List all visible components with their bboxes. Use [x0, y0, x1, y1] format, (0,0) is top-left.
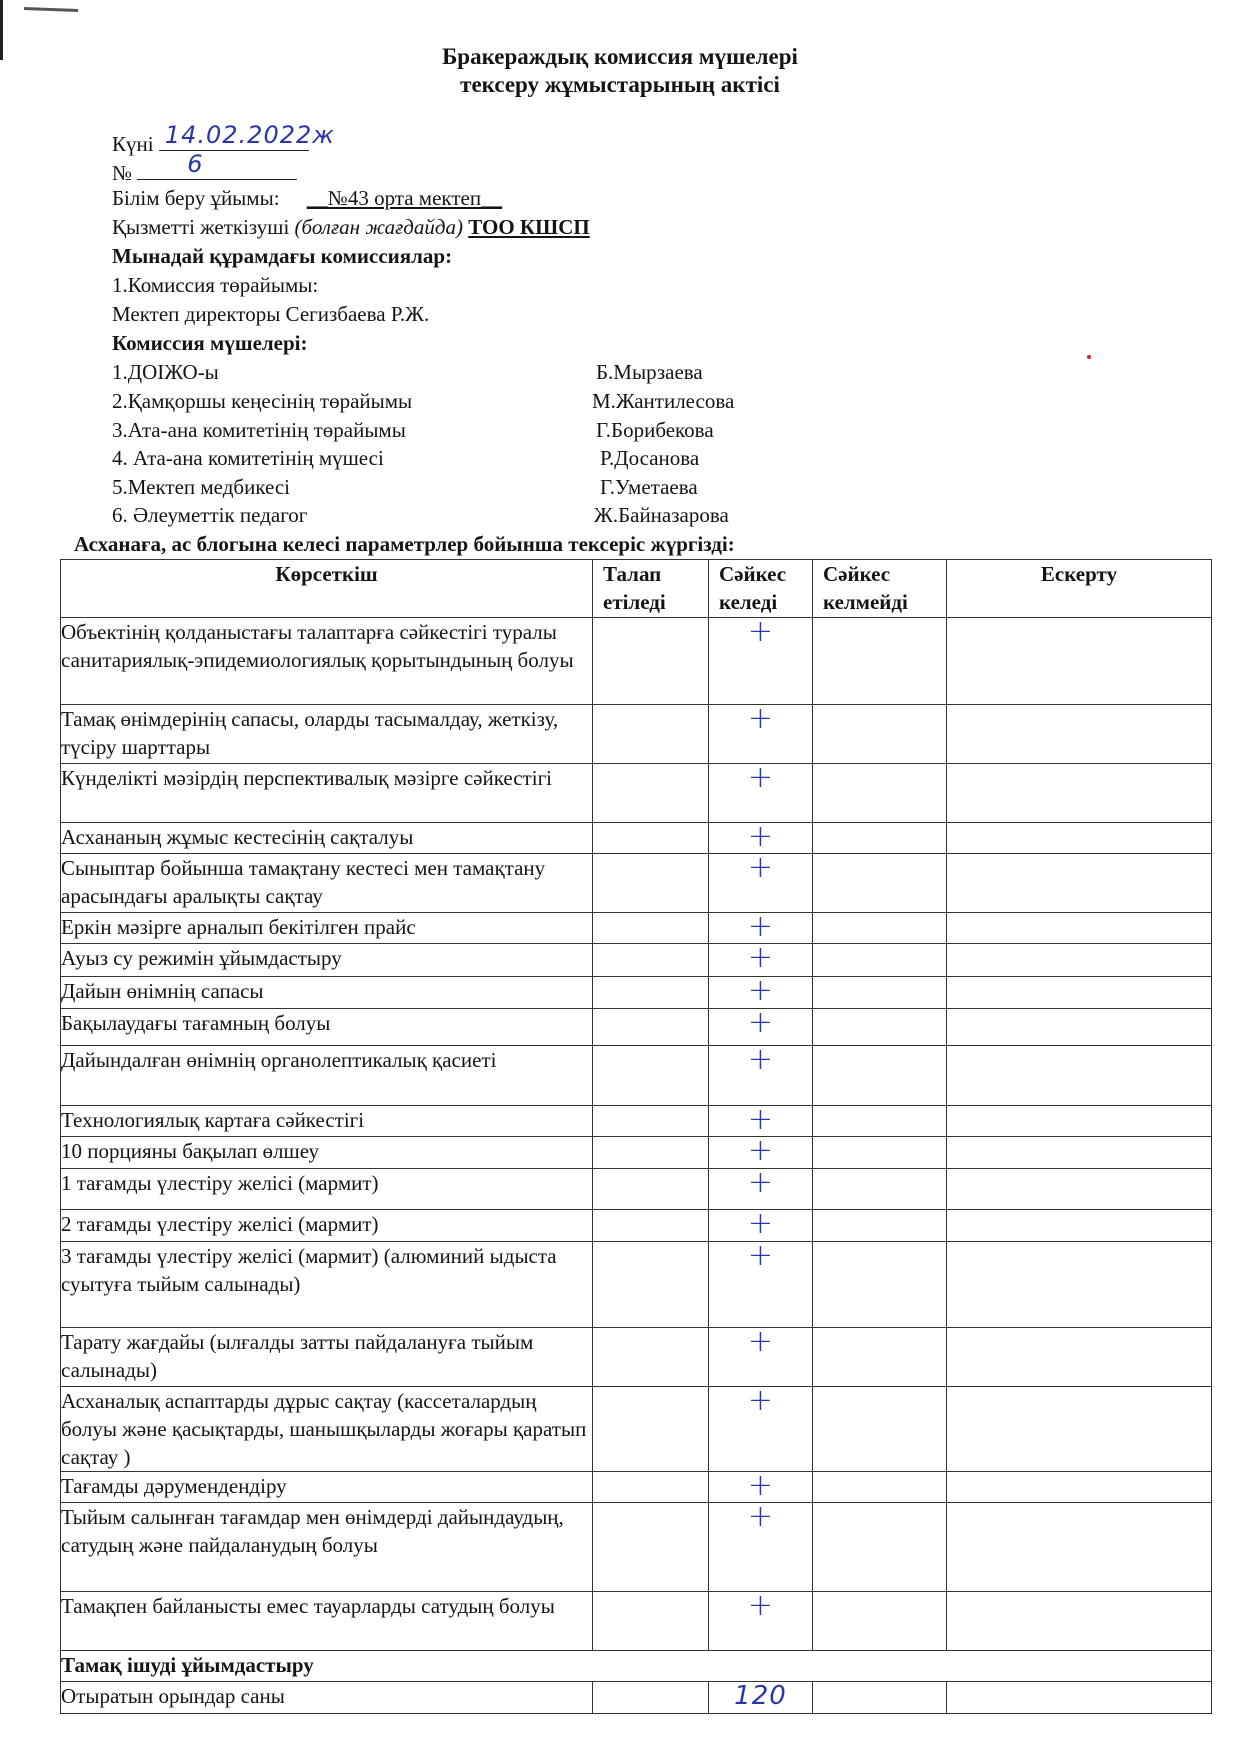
- table-row: [61, 1472, 1212, 1503]
- complies-cell[interactable]: [709, 909, 813, 944]
- required-cell[interactable]: [593, 764, 709, 823]
- required-cell[interactable]: [593, 1592, 709, 1651]
- chair-value: Мектеп директоры Сегизбаева Р.Ж.: [112, 302, 430, 326]
- table-row: [61, 1387, 1212, 1472]
- header-not-complies: Сәйкес келмейді: [813, 560, 947, 618]
- criterion-cell-text: Бақылаудағы тағамның болуы: [61, 1011, 331, 1035]
- criterion-cell-text: 1 тағамды үлестіру желісі (мармит): [61, 1171, 379, 1195]
- note-cell[interactable]: [947, 1472, 1212, 1503]
- member-name: М.Жантилесова: [592, 389, 735, 413]
- complies-cell-text: +: [747, 1383, 774, 1418]
- number-label: №: [112, 161, 133, 185]
- complies-cell-text: +: [747, 1165, 774, 1200]
- table-row: [61, 1592, 1212, 1651]
- not-complies-cell[interactable]: [813, 1682, 947, 1714]
- criterion-cell: [61, 1106, 593, 1137]
- complies-cell-text: +: [747, 701, 774, 736]
- required-cell[interactable]: [593, 1106, 709, 1137]
- document-title-line-1: Бракераждық комиссия мүшелері: [442, 44, 798, 69]
- criterion-cell-text: Асханалық аспаптарды дұрыс сақтау (кассеталардың болуы және қасықтарды, шанышқыларды жоғары қаратып сақтау ): [61, 1389, 587, 1469]
- criterion-cell-text: Ауыз су режимін ұйымдастыру: [61, 946, 342, 970]
- section-title: Тамақ ішуді ұйымдастыру: [61, 1651, 1212, 1682]
- complies-cell[interactable]: [709, 760, 813, 823]
- supplier-value: ТОО КШСП: [468, 215, 590, 239]
- not-complies-cell[interactable]: [813, 1009, 947, 1046]
- red-ink-dot: [1087, 355, 1091, 359]
- note-cell[interactable]: [947, 1106, 1212, 1137]
- header-complies: Сәйкес келеді: [709, 560, 813, 618]
- required-cell[interactable]: [593, 705, 709, 764]
- required-cell[interactable]: [593, 854, 709, 913]
- complies-cell-text: +: [747, 1324, 774, 1359]
- table-row: [61, 1328, 1212, 1387]
- commission-heading: Мынадай құрамдағы комиссиялар:: [112, 244, 453, 268]
- criterion-cell: [61, 1009, 593, 1046]
- required-cell[interactable]: [593, 944, 709, 977]
- table-row: [61, 1210, 1212, 1242]
- criterion-cell-text: 3 тағамды үлестіру желісі (мармит) (алюминий ыдыста суытуға тыйым салынады): [61, 1244, 557, 1296]
- required-cell[interactable]: [593, 1328, 709, 1387]
- complies-cell[interactable]: [709, 1238, 813, 1328]
- member-role: 3.Ата-ана комитетінің төрайымы: [112, 418, 406, 442]
- number-field: [137, 150, 297, 180]
- required-cell[interactable]: [593, 1210, 709, 1242]
- complies-cell-text: +: [747, 1005, 774, 1040]
- complies-cell-text: +: [747, 1588, 774, 1623]
- criterion-cell-text: Тарату жағдайы (ылғалды затты пайдалануға тыйым салынады): [61, 1330, 534, 1382]
- note-cell[interactable]: [947, 1503, 1212, 1592]
- not-complies-cell[interactable]: [813, 1592, 947, 1651]
- criterion-cell-text: Күнделікті мәзірдің перспективалық мәзірге сәйкестігі: [61, 766, 553, 790]
- note-cell[interactable]: [947, 1137, 1212, 1169]
- table-row: [61, 618, 1212, 705]
- number-value: 6: [187, 150, 204, 178]
- not-complies-cell[interactable]: [813, 1106, 947, 1137]
- criterion-cell-text: Тыйым салынған тағамдар мен өнімдерді дайындаудың, сатудың және пайдаланудың болуы: [61, 1505, 564, 1557]
- note-cell[interactable]: [947, 854, 1212, 913]
- complies-cell-text: +: [747, 940, 774, 975]
- criterion-cell: [61, 1242, 593, 1328]
- complies-cell[interactable]: [709, 1206, 813, 1242]
- note-cell[interactable]: [947, 913, 1212, 944]
- not-complies-cell[interactable]: [813, 1503, 947, 1592]
- complies-cell-text: +: [747, 819, 774, 854]
- required-cell[interactable]: [593, 1169, 709, 1210]
- header-criterion: Көрсеткіш: [61, 560, 593, 618]
- table-row: [61, 1137, 1212, 1169]
- not-complies-cell[interactable]: [813, 854, 947, 913]
- member-role: 1.ДОІЖО-ы: [112, 360, 219, 384]
- not-complies-cell[interactable]: [813, 1387, 947, 1472]
- criterion-cell: [61, 854, 593, 913]
- note-cell[interactable]: [947, 1328, 1212, 1387]
- complies-cell[interactable]: [709, 1102, 813, 1137]
- member-role: 4. Ата-ана комитетінің мүшесі: [112, 446, 384, 470]
- complies-cell-text: +: [747, 1499, 774, 1534]
- note-cell[interactable]: [947, 1046, 1212, 1106]
- inspection-intro: Асханаға, ас блогына келесі параметрлер бойынша тексеріс жүргізді:: [74, 532, 735, 556]
- criterion-cell-text: Технологиялық картаға сәйкестігі: [61, 1108, 365, 1132]
- note-cell[interactable]: [947, 1210, 1212, 1242]
- criterion-cell: [61, 1210, 593, 1242]
- criterion-cell: [61, 1592, 593, 1651]
- criterion-cell: [61, 1169, 593, 1210]
- criterion-cell-text: Дайындалған өнімнің органолептикалық қасиеті: [61, 1048, 497, 1072]
- complies-cell-text: +: [747, 1133, 774, 1168]
- required-cell[interactable]: [593, 1009, 709, 1046]
- supplier-label: Қызметті жеткізуші: [112, 215, 290, 239]
- criterion-cell-text: Еркін мәзірге арналып бекітілген прайс: [61, 915, 416, 939]
- complies-cell[interactable]: [709, 1042, 813, 1106]
- member-name: Г.Уметаева: [600, 475, 698, 499]
- criterion-cell-text: Асхананың жұмыс кестесінің сақталуы: [61, 825, 414, 849]
- table-row: [61, 1046, 1212, 1106]
- complies-cell[interactable]: [709, 1165, 813, 1210]
- complies-cell[interactable]: [709, 1499, 813, 1592]
- table-row: [61, 913, 1212, 944]
- criterion-cell-text: Тағамды дәрумендендіру: [61, 1474, 287, 1498]
- note-cell[interactable]: [947, 1682, 1212, 1714]
- date-field: [159, 121, 335, 151]
- table-row: [61, 1169, 1212, 1210]
- required-cell[interactable]: [593, 977, 709, 1009]
- table-row: [61, 1009, 1212, 1046]
- criterion-cell: [61, 764, 593, 823]
- not-complies-cell[interactable]: [813, 1472, 947, 1503]
- complies-cell-text: +: [747, 1042, 774, 1077]
- not-complies-cell[interactable]: [813, 823, 947, 854]
- note-cell[interactable]: [947, 1387, 1212, 1472]
- complies-cell[interactable]: [709, 973, 813, 1009]
- complies-cell-text: +: [747, 614, 774, 649]
- date-value: 14.02.2022ж: [164, 121, 335, 149]
- table-row: [61, 1242, 1212, 1328]
- criterion-cell-text: Тамақ өнімдерінің сапасы, оларды тасымалдау, жеткізу, түсіру шарттары: [61, 707, 559, 759]
- note-cell[interactable]: [947, 705, 1212, 764]
- criterion-cell-text: Объектінің қолданыстағы талаптарға сәйкестігі туралы санитариялық-эпидемиологиялық қорытындының болуы: [61, 620, 574, 672]
- supplier-note: (болған жағдайда): [294, 215, 464, 239]
- organization-value: __№43 орта мектеп__: [306, 186, 503, 210]
- not-complies-cell[interactable]: [813, 1328, 947, 1387]
- criterion-cell: [61, 1328, 593, 1387]
- not-complies-cell[interactable]: [813, 764, 947, 823]
- member-name: Г.Борибекова: [596, 418, 714, 442]
- required-cell[interactable]: [593, 1137, 709, 1169]
- complies-cell-text: +: [747, 909, 774, 944]
- complies-cell-text: +: [747, 1102, 774, 1137]
- required-cell[interactable]: [593, 913, 709, 944]
- complies-cell[interactable]: [709, 1468, 813, 1503]
- complies-cell[interactable]: [709, 1588, 813, 1651]
- table-row-seats: [61, 1682, 1212, 1714]
- member-role: 6. Әлеуметтік педагог: [112, 503, 308, 527]
- complies-cell-text: +: [747, 850, 774, 885]
- table-row: [61, 823, 1212, 854]
- table-row: [61, 705, 1212, 764]
- member-name: Б.Мырзаева: [596, 360, 703, 384]
- note-cell[interactable]: [947, 823, 1212, 854]
- organization-label: Білім беру ұйымы:: [112, 186, 280, 210]
- header-required: Талап етіледі: [593, 560, 709, 618]
- not-complies-cell[interactable]: [813, 977, 947, 1009]
- not-complies-cell[interactable]: [813, 705, 947, 764]
- complies-cell[interactable]: [709, 940, 813, 977]
- table-row: [61, 854, 1212, 913]
- member-name: Р.Досанова: [600, 446, 700, 470]
- organization-line: [112, 186, 502, 211]
- criterion-cell: [61, 1137, 593, 1169]
- not-complies-cell[interactable]: [813, 1046, 947, 1106]
- supplier-line: [112, 215, 590, 240]
- scan-artifact-line: [24, 7, 78, 12]
- complies-cell[interactable]: [709, 701, 813, 764]
- not-complies-cell[interactable]: [813, 1210, 947, 1242]
- criterion-cell: [61, 823, 593, 854]
- section-row: [61, 1651, 1212, 1682]
- not-complies-cell[interactable]: [813, 944, 947, 977]
- member-role: 5.Мектеп медбикесі: [112, 475, 290, 499]
- complies-cell[interactable]: [709, 819, 813, 854]
- required-cell[interactable]: [593, 823, 709, 854]
- complies-cell-text: +: [747, 1206, 774, 1241]
- criterion-cell: [61, 1682, 593, 1714]
- header-note: Ескерту: [947, 560, 1212, 618]
- criterion-cell-text: Дайын өнімнің сапасы: [61, 979, 264, 1003]
- table-row: [61, 764, 1212, 823]
- required-cell[interactable]: [593, 1503, 709, 1592]
- date-label: Күні: [112, 132, 154, 156]
- criterion-cell: [61, 1503, 593, 1592]
- complies-cell[interactable]: [709, 1133, 813, 1169]
- note-cell[interactable]: [947, 618, 1212, 705]
- criterion-cell: [61, 944, 593, 977]
- complies-cell[interactable]: [709, 1682, 813, 1714]
- note-cell[interactable]: [947, 1009, 1212, 1046]
- criterion-cell-text: Отыратын орындар саны: [61, 1684, 285, 1708]
- table-row: [61, 944, 1212, 977]
- complies-cell-text: +: [747, 760, 774, 795]
- criterion-cell: [61, 977, 593, 1009]
- note-cell[interactable]: [947, 1592, 1212, 1651]
- inspection-table: [60, 559, 1212, 1714]
- number-line: [112, 150, 297, 186]
- complies-cell-text: +: [747, 1468, 774, 1503]
- complies-cell[interactable]: [709, 1324, 813, 1387]
- complies-cell[interactable]: [709, 1005, 813, 1046]
- criterion-cell-text: 10 порцияны бақылап өлшеу: [61, 1139, 319, 1163]
- table-row: [61, 1503, 1212, 1592]
- criterion-cell-text: 2 тағамды үлестіру желісі (мармит): [61, 1212, 379, 1236]
- date-line: [112, 121, 335, 157]
- criterion-cell: [61, 1046, 593, 1106]
- required-cell[interactable]: [593, 618, 709, 705]
- complies-cell[interactable]: [709, 614, 813, 705]
- note-cell[interactable]: [947, 1169, 1212, 1210]
- document-title-line-2: тексеру жұмыстарының актісі: [460, 72, 780, 97]
- member-role: 2.Қамқоршы кеңесінің төрайымы: [112, 389, 413, 413]
- not-complies-cell[interactable]: [813, 1169, 947, 1210]
- member-name: Ж.Байназарова: [594, 503, 729, 527]
- required-cell[interactable]: [593, 1242, 709, 1328]
- criterion-cell: [61, 705, 593, 764]
- required-cell[interactable]: [593, 1682, 709, 1714]
- not-complies-cell[interactable]: [813, 913, 947, 944]
- members-heading: Комиссия мүшелері:: [112, 331, 308, 355]
- note-cell[interactable]: [947, 1242, 1212, 1328]
- chair-label: 1.Комиссия төрайымы:: [112, 273, 319, 297]
- criterion-cell: [61, 1387, 593, 1472]
- table-header-row: [61, 560, 1212, 618]
- criterion-cell: [61, 1472, 593, 1503]
- complies-cell[interactable]: [709, 850, 813, 913]
- criterion-cell: [61, 618, 593, 705]
- criterion-cell-text: Сыныптар бойынша тамақтану кестесі мен тамақтану арасындағы аралықты сақтау: [61, 856, 546, 908]
- required-cell[interactable]: [593, 1387, 709, 1472]
- complies-cell-text: +: [747, 973, 774, 1008]
- not-complies-cell[interactable]: [813, 1242, 947, 1328]
- criterion-cell-text: Тамақпен байланысты емес тауарларды сатудың болуы: [61, 1594, 555, 1618]
- complies-cell-text: +: [747, 1238, 774, 1273]
- required-cell[interactable]: [593, 1472, 709, 1503]
- table-row: [61, 1106, 1212, 1137]
- not-complies-cell[interactable]: [813, 1137, 947, 1169]
- not-complies-cell[interactable]: [813, 618, 947, 705]
- criterion-cell: [61, 913, 593, 944]
- complies-cell[interactable]: [709, 1383, 813, 1472]
- table-row: [61, 977, 1212, 1009]
- complies-cell-text: 120: [734, 1681, 787, 1711]
- note-cell[interactable]: [947, 977, 1212, 1009]
- note-cell[interactable]: [947, 764, 1212, 823]
- required-cell[interactable]: [593, 1046, 709, 1106]
- note-cell[interactable]: [947, 944, 1212, 977]
